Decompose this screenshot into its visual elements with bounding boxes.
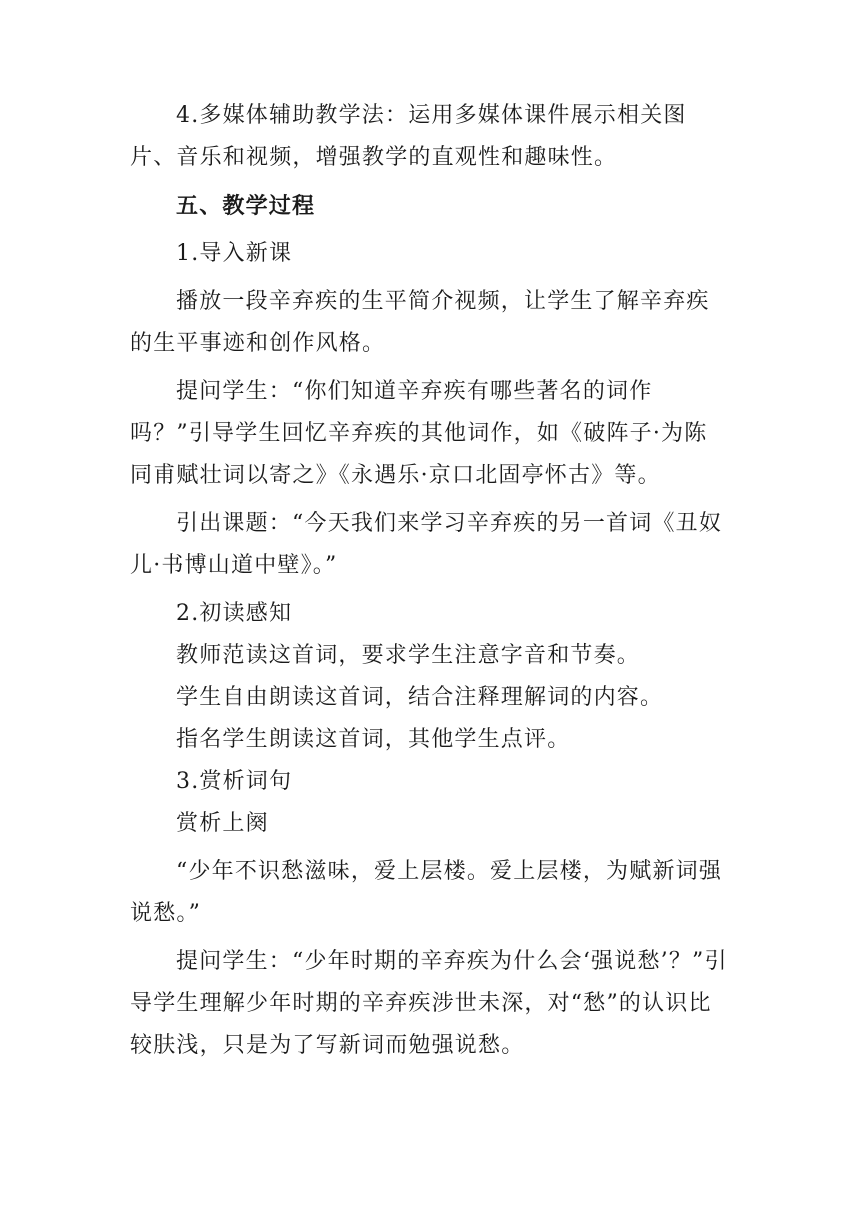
paragraph-poem-quote: “少年不识愁滋味，爱上层楼。爱上层楼，为赋新词强说愁。” bbox=[130, 859, 723, 926]
paragraph-teacher-reads: 教师范读这首词，要求学生注意字音和节奏。 bbox=[176, 643, 641, 668]
paragraph-ask-famous-works: 提问学生：“你们知道辛弃疾有哪些著名的词作吗？”引导学生回忆辛弃疾的其他词作，如《破阵子·为陈同甫赋壮词以寄之》《永遇乐·京口北固亭怀古》等。 bbox=[130, 379, 708, 488]
paragraph-introduce-topic: 引出课题：“今天我们来学习辛弃疾的另一首词《丑奴儿·书博山道中壁》。” bbox=[130, 511, 723, 578]
subheading-appreciate-lines: 3.赏析词句 bbox=[176, 769, 293, 794]
paragraph-students-read: 学生自由朗读这首词，结合注释理解词的内容。 bbox=[176, 685, 664, 710]
paragraph-ask-sorrow: 提问学生：“少年时期的辛弃疾为什么会‘强说愁’？”引导学生理解少年时期的辛弃疾涉世未深，对“愁”的认识比较肤浅，只是为了写新词而勉强说愁。 bbox=[130, 949, 728, 1058]
document-body bbox=[130, 95, 730, 1067]
paragraph-play-video: 播放一段辛弃疾的生平简介视频，让学生了解辛弃疾的生平事迹和创作风格。 bbox=[130, 289, 710, 356]
subheading-intro-lesson: 1.导入新课 bbox=[176, 241, 293, 266]
paragraph-upper-stanza: 赏析上阕 bbox=[176, 811, 269, 836]
paragraph-method-multimedia: 4.多媒体辅助教学法：运用多媒体课件展示相关图片、音乐和视频，增强教学的直观性和趣味性。 bbox=[130, 103, 687, 170]
section-heading-teaching-process: 五、教学过程 bbox=[176, 193, 316, 219]
subheading-first-reading: 2.初读感知 bbox=[176, 601, 293, 626]
paragraph-student-comment: 指名学生朗读这首词，其他学生点评。 bbox=[176, 727, 571, 752]
